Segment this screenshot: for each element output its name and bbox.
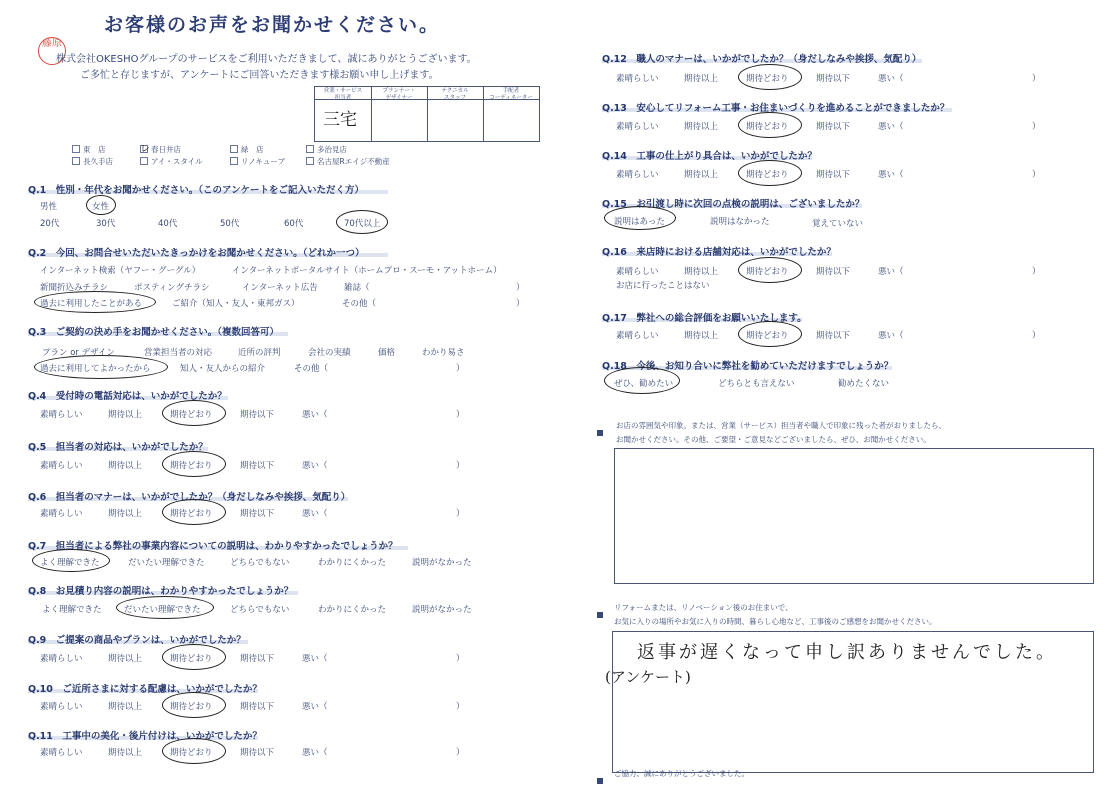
q1-age-40s[interactable]: 40代 — [158, 219, 178, 229]
q6-label: Q.6 担当者のマナーは、いかがでしたか？（身だしなみや挨拶、気配り） — [28, 492, 351, 503]
q3-used-before-good[interactable]: 過去に利用してよかったから — [40, 364, 151, 374]
intro-line-1: 株式会社OKESHOグループのサービスをご利用いただきまして、誠にありがとうございます。 — [56, 54, 477, 65]
q12-label: Q.12 職人のマナーは、いかがでしたか？（身だしなみや挨拶、気配り） — [602, 54, 922, 65]
q5-bad[interactable]: 悪い（ — [302, 461, 328, 471]
q8-no-explanation[interactable]: 説明がなかった — [412, 605, 472, 615]
staff-header-technical: テクニカル スタッフ — [441, 88, 469, 101]
q1-age-30s[interactable]: 30代 — [96, 219, 116, 229]
q3-other-close: ） — [456, 364, 465, 374]
q3-plan-design[interactable]: プラン or デザイン — [42, 348, 116, 358]
q17-answer-circle — [738, 321, 802, 347]
q9-below-expectation[interactable]: 期待以下 — [240, 654, 275, 664]
q7-unclear[interactable]: わかりにくかった — [318, 558, 387, 568]
q11-below-expectation[interactable]: 期待以下 — [240, 748, 275, 758]
comment2-handwritten-2: (アンケート) — [605, 668, 691, 686]
q1-age-60s[interactable]: 60代 — [284, 219, 304, 229]
q14-above-expectation[interactable]: 期待以上 — [684, 170, 719, 180]
q11-answer-circle — [162, 738, 226, 764]
q14-label: Q.14 工事の仕上がり具合は、いかがでしたか？ — [602, 151, 817, 162]
q2-used-before[interactable]: 過去に利用したことがある — [40, 299, 143, 309]
q4-bad[interactable]: 悪い（ — [302, 410, 328, 420]
store-tajimi[interactable]: 多治見店 — [306, 144, 347, 155]
q3-friend-referral[interactable]: 知人・友人からの紹介 — [180, 364, 266, 374]
q2-other[interactable]: その他（ — [342, 299, 377, 309]
q2-referral[interactable]: ご紹介（知人・友人・東邦ガス） — [172, 299, 300, 309]
q8-unclear[interactable]: わかりにくかった — [318, 605, 387, 615]
q3-reputation[interactable]: 近所の評判 — [238, 348, 281, 358]
q5-label: Q.5 担当者の対応は、いかがでしたか？ — [28, 442, 208, 453]
q2-newspaper-flyer[interactable]: 新聞折込みチラシ — [40, 283, 109, 293]
q4-bad-close: ） — [456, 410, 465, 420]
q17-below-expectation[interactable]: 期待以下 — [816, 331, 851, 341]
comment1-line-1: お店の雰囲気や印象。または、営業（サービス）担当者や職人で印象に残った者がおりましたら、 — [616, 421, 946, 430]
q13-bad-close: ） — [1032, 122, 1041, 132]
q9-label: Q.9 ご提案の商品やプランは、いかがでしたか？ — [28, 635, 246, 646]
q2-internet-ad[interactable]: インターネット広告 — [242, 283, 318, 293]
q4-excellent[interactable]: 素晴らしい — [40, 410, 83, 420]
q5-bad-close: ） — [456, 461, 465, 471]
q16-excellent[interactable]: 素晴らしい — [616, 267, 659, 277]
q14-bad[interactable]: 悪い（ — [878, 170, 904, 180]
q1-female[interactable]: 女性 — [92, 202, 110, 212]
q17-label: Q.17 弊社への総合評価をお願いいたします。 — [602, 313, 807, 324]
q3-other[interactable]: その他（ — [294, 364, 329, 374]
q18-neutral[interactable]: どちらとも言えない — [718, 379, 795, 389]
q7-neutral[interactable]: どちらでもない — [230, 558, 290, 568]
q13-above-expectation[interactable]: 期待以上 — [684, 122, 719, 132]
q12-excellent[interactable]: 素晴らしい — [616, 74, 659, 84]
q11-bad-close: ） — [456, 748, 465, 758]
q13-label: Q.13 安心してリフォーム工事・お住まいづくりを進めることができましたか？ — [602, 103, 950, 114]
q3-track-record[interactable]: 会社の実績 — [308, 348, 351, 358]
comment2-bullet — [597, 603, 609, 622]
q12-below-expectation[interactable]: 期待以下 — [816, 74, 851, 84]
q14-bad-close: ） — [1032, 170, 1041, 180]
q17-above-expectation[interactable]: 期待以上 — [684, 331, 719, 341]
q2-magazine-close: ） — [516, 283, 525, 293]
q11-label: Q.11 工事中の美化・後片付けは、いかがでしたか？ — [28, 731, 262, 742]
comment1-line-2: お聞かせください。その他、ご要望・ご意見などございましたら、ぜひ、お聞かせください。 — [616, 435, 931, 444]
q4-answer-circle — [162, 400, 226, 426]
q16-bad[interactable]: 悪い（ — [878, 267, 904, 277]
store-higashi[interactable]: 東 店 — [72, 144, 106, 155]
q11-above-expectation[interactable]: 期待以上 — [108, 748, 143, 758]
q13-as-expected[interactable]: 期待どおり — [746, 122, 789, 132]
q5-as-expected[interactable]: 期待どおり — [170, 461, 213, 471]
q10-as-expected[interactable]: 期待どおり — [170, 702, 213, 712]
q5-below-expectation[interactable]: 期待以下 — [240, 461, 275, 471]
q12-bad-close: ） — [1032, 74, 1041, 84]
comment2-line-2: お気に入りの場所やお気に入りの時間、暮らし心地など、工事後のご感想をお聞かせください。 — [614, 617, 937, 626]
q9-bad-close: ） — [456, 654, 465, 664]
q4-as-expected[interactable]: 期待どおり — [170, 410, 213, 420]
q1-label: Q.1 性別・年代をお聞かせください。（このアンケートをご記入いただく方） — [28, 185, 364, 196]
q6-above-expectation[interactable]: 期待以上 — [108, 509, 143, 519]
q18-definitely[interactable]: ぜひ、勧めたい — [614, 379, 674, 389]
comment2-line-1: リフォームまたは、リノベーション後のお住まいで、 — [614, 603, 793, 612]
q16-bad-close: ） — [1032, 267, 1041, 277]
q12-bad[interactable]: 悪い（ — [878, 74, 904, 84]
q13-below-expectation[interactable]: 期待以下 — [816, 122, 851, 132]
seal-stamp: 藤原 — [38, 37, 66, 65]
q12-above-expectation[interactable]: 期待以上 — [684, 74, 719, 84]
q17-bad-close: ） — [1032, 331, 1041, 341]
q16-label: Q.16 来店時における店舗対応は、いかがでしたか？ — [602, 247, 836, 258]
q5-excellent[interactable]: 素晴らしい — [40, 461, 83, 471]
q9-answer-circle — [162, 644, 226, 670]
q6-bad[interactable]: 悪い（ — [302, 509, 328, 519]
q9-excellent[interactable]: 素晴らしい — [40, 654, 83, 664]
q6-as-expected[interactable]: 期待どおり — [170, 509, 213, 519]
q8-roughly[interactable]: だいたい理解できた — [124, 605, 201, 615]
q3-price[interactable]: 価格 — [378, 348, 396, 358]
q6-excellent[interactable]: 素晴らしい — [40, 509, 83, 519]
q10-bad[interactable]: 悪い（ — [302, 702, 328, 712]
q10-label: Q.10 ご近所さまに対する配慮は、いかがでしたか？ — [28, 684, 262, 695]
q10-above-expectation[interactable]: 期待以上 — [108, 702, 143, 712]
q8-label: Q.8 お見積り内容の説明は、わかりやすかったでしょうか？ — [28, 586, 294, 597]
q10-excellent[interactable]: 素晴らしい — [40, 702, 83, 712]
q13-excellent[interactable]: 素晴らしい — [616, 122, 659, 132]
q16-answer-circle — [738, 257, 802, 283]
footer-bullet — [597, 769, 609, 788]
staff-header-coordinator: 手配者 コーディネーター — [489, 88, 533, 101]
q14-as-expected[interactable]: 期待どおり — [746, 170, 789, 180]
q17-excellent[interactable]: 素晴らしい — [616, 331, 659, 341]
q16-never-visited[interactable]: お店に行ったことはない — [616, 281, 710, 291]
q3-label: Q.3 ご契約の決め手をお聞かせください。（複数回答可） — [28, 327, 280, 338]
comment1-textarea[interactable] — [614, 448, 1094, 584]
q7-label: Q.7 担当者による弊社の事業内容についての説明は、わかりやすかったでしょうか？ — [28, 541, 398, 552]
q11-as-expected[interactable]: 期待どおり — [170, 748, 213, 758]
q17-bad[interactable]: 悪い（ — [878, 331, 904, 341]
q6-answer-circle — [162, 499, 226, 525]
q15-label: Q.15 お引渡し時に次回の点検の説明は、ございましたか？ — [602, 199, 865, 210]
q8-understood-well[interactable]: よく理解できた — [42, 605, 102, 615]
staff-header-planner: プランナー・ デザイナー — [382, 88, 416, 101]
q12-as-expected[interactable]: 期待どおり — [746, 74, 789, 84]
q14-below-expectation[interactable]: 期待以下 — [816, 170, 851, 180]
q9-above-expectation[interactable]: 期待以上 — [108, 654, 143, 664]
q11-bad[interactable]: 悪い（ — [302, 748, 328, 758]
comment2-textarea[interactable] — [605, 631, 1094, 773]
q5-answer-circle — [162, 451, 226, 477]
q13-answer-circle — [738, 112, 802, 138]
q7-roughly[interactable]: だいたい理解できた — [128, 558, 205, 568]
page-title: お客様のお声をお聞かせください。 — [104, 14, 441, 36]
staff-table — [314, 86, 540, 142]
q1-age-50s[interactable]: 50代 — [220, 219, 240, 229]
q7-understood-well[interactable]: よく理解できた — [40, 558, 100, 568]
q9-as-expected[interactable]: 期待どおり — [170, 654, 213, 664]
q1-male[interactable]: 男性 — [40, 202, 58, 212]
q10-bad-close: ） — [456, 702, 465, 712]
q1-age-20s[interactable]: 20代 — [40, 219, 60, 229]
q7-no-explanation[interactable]: 説明がなかった — [412, 558, 472, 568]
q16-above-expectation[interactable]: 期待以上 — [684, 267, 719, 277]
staff-sales-name: 三宅 — [323, 110, 357, 130]
q4-above-expectation[interactable]: 期待以上 — [108, 410, 143, 420]
q15-not-explained[interactable]: 説明はなかった — [710, 217, 770, 227]
q13-bad[interactable]: 悪い（ — [878, 122, 904, 132]
q14-excellent[interactable]: 素晴らしい — [616, 170, 659, 180]
q2-other-close: ） — [516, 299, 525, 309]
store-i-style[interactable]: アイ・スタイル — [140, 156, 203, 167]
q3-sales-staff[interactable]: 営業担当者の対応 — [144, 348, 213, 358]
q18-label: Q.18 今後、お知り合いに弊社を勧めていただけますでしょうか？ — [602, 361, 894, 372]
q17-as-expected[interactable]: 期待どおり — [746, 331, 789, 341]
comment2-handwritten-1: 返事が遅くなって申し訳ありませんでした。 — [637, 642, 1057, 663]
q2-label: Q.2 今回、お問合せいただいたきっかけをお聞かせください。（どれか一つ） — [28, 248, 365, 259]
q10-below-expectation[interactable]: 期待以下 — [240, 702, 275, 712]
q3-clarity[interactable]: わかり易さ — [422, 348, 465, 358]
q14-answer-circle — [738, 160, 802, 186]
store-kasugai[interactable]: レ 春日井店 — [140, 144, 181, 155]
q2-posting-flyer[interactable]: ポスティングチラシ — [134, 283, 210, 293]
store-nagakute[interactable]: 長久手店 — [72, 156, 113, 167]
staff-header-sales: 営業・サービス 担当者 — [323, 88, 363, 101]
q15-explained[interactable]: 説明はあった — [614, 217, 665, 227]
q10-answer-circle — [162, 692, 226, 718]
q2-magazine[interactable]: 雑誌（ — [344, 283, 370, 293]
q15-dont-remember[interactable]: 覚えていない — [812, 219, 864, 229]
q9-bad[interactable]: 悪い（ — [302, 654, 328, 664]
q18-no[interactable]: 勧めたくない — [838, 379, 890, 389]
store-renocube[interactable]: リノキューブ — [230, 156, 285, 167]
store-midori[interactable]: 緑 店 — [230, 144, 264, 155]
q5-above-expectation[interactable]: 期待以上 — [108, 461, 143, 471]
comment1-bullet — [597, 421, 609, 440]
intro-line-2: ご多忙と存じますが、アンケートにご回答いただきます様お願い申し上げます。 — [80, 70, 439, 81]
footer-thanks: ご協力、誠にありがとうございました。 — [614, 769, 749, 778]
q4-below-expectation[interactable]: 期待以下 — [240, 410, 275, 420]
q11-excellent[interactable]: 素晴らしい — [40, 748, 83, 758]
q2-portal-site[interactable]: インターネットポータルサイト（ホームプロ・スーモ・アットホーム） — [232, 266, 502, 276]
q16-below-expectation[interactable]: 期待以下 — [816, 267, 851, 277]
q6-below-expectation[interactable]: 期待以下 — [240, 509, 275, 519]
q12-answer-circle — [738, 64, 802, 90]
store-nagoya-r-age[interactable]: 名古屋Rエイジ不動産 — [306, 156, 390, 167]
q4-label: Q.4 受付時の電話対応は、いかがでしたか？ — [28, 391, 227, 402]
q16-as-expected[interactable]: 期待どおり — [746, 267, 789, 277]
q8-neutral[interactable]: どちらでもない — [230, 605, 290, 615]
q1-age-70s-plus[interactable]: 70代以上 — [344, 219, 381, 229]
q6-bad-close: ） — [456, 509, 465, 519]
q2-internet-search[interactable]: インターネット検索（ヤフー・グーグル） — [40, 266, 201, 276]
